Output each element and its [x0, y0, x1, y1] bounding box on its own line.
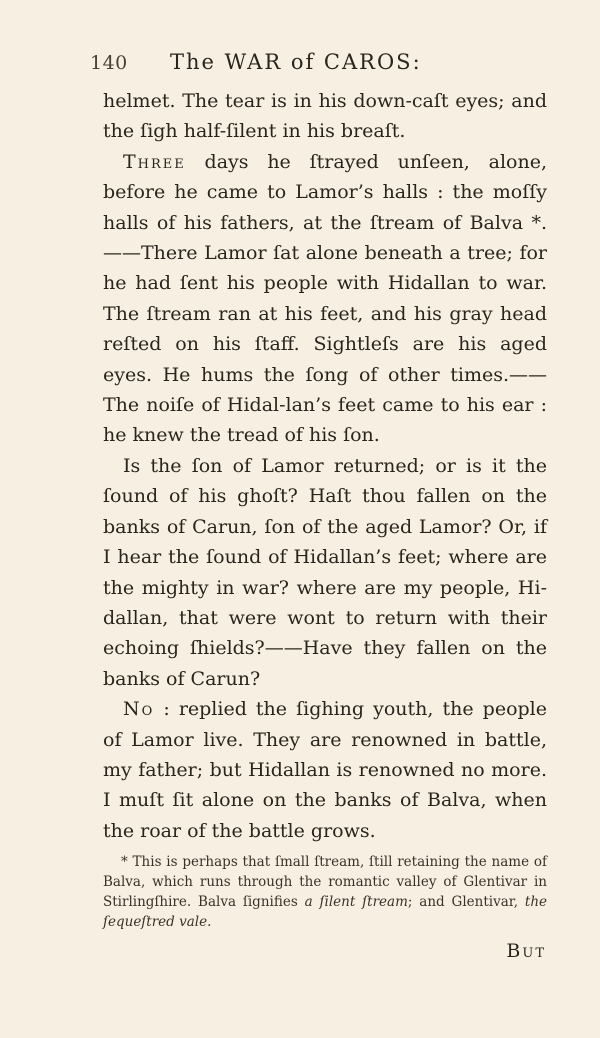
- main-text: [103, 86, 547, 846]
- page-number: 140: [90, 52, 128, 74]
- paragraph-4-lead: No: [123, 698, 155, 721]
- paragraph-2-text: days he ſtrayed unſeen, alone, before he came to Lamor’s halls : the moſſy halls of his fathers, at the ſtream of Balva *.——There Lamor ſat alone beneath a tree; for he had ſent his people with Hidallan to war. The ſtream ran at his feet, and his gray head reſted on his ſtaff. Sightleſs are his aged eyes. He hums the ſong of other times.——The noiſe of Hidal-lan’s feet came to his ear : he knew the tread of his ſon.: [103, 150, 547, 447]
- paragraph-4: [103, 694, 547, 846]
- paragraph-2: [103, 147, 547, 451]
- running-title: The WAR of CAROS:: [170, 50, 422, 74]
- footnote-text: [103, 852, 547, 932]
- paragraph-3: Is the ſon of Lamor returned; or is it the ſound of his ghoſt? Haſt thou fallen on the banks of Carun, ſon of the aged Lamor? Or, if I hear the ſound of Hidallan’s feet; where are the mighty in war? where are my people, Hi-dallan, that were wont to return with their echoing ſhields?——Have they fallen on the banks of Carun?: [103, 454, 547, 690]
- paragraph-1: helmet. The tear is in his down-caſt eyes; and the ſigh half-ſilent in his breaſt.: [103, 90, 547, 143]
- footnote-italic-1: a ſilent ſtream: [304, 894, 408, 910]
- footnote-part-2: ; and Glentivar,: [407, 894, 525, 910]
- paragraph-2-lead: Three: [123, 150, 186, 173]
- footnote: [103, 852, 547, 932]
- paragraph-4-text: : replied the ſighing youth, the people of Lamor live. They are renowned in battle, my father; but Hidallan is renowned no more. I muſt ſit alone on the banks of Balva, when the roar of the battle grows.: [103, 698, 547, 842]
- footnote-italic-2: the ſequeſtred vale.: [103, 894, 547, 930]
- footnote-part-1: * This is perhaps that ſmall ſtream, ſtill retaining the name of Balva, which runs through the romantic valley of Glentivar in Stirlingſhire. Balva ſignifies: [103, 854, 547, 910]
- page-header: [90, 50, 510, 74]
- catchword: But: [506, 940, 546, 962]
